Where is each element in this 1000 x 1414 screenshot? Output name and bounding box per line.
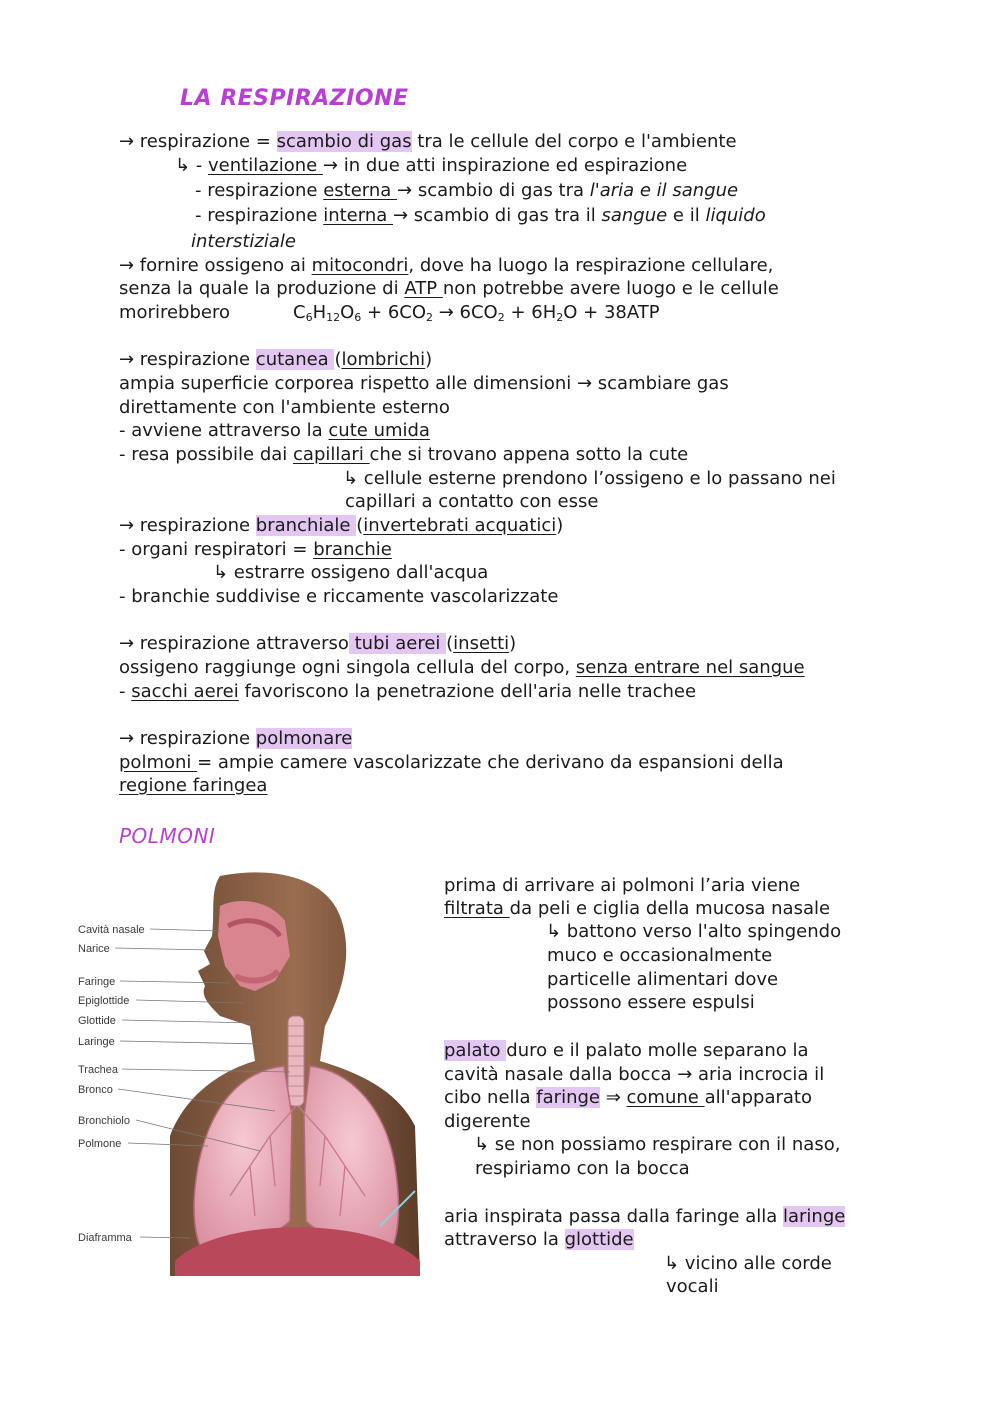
text-line: interstiziale bbox=[191, 231, 296, 252]
text-line: - sacchi aerei favoriscono la penetrazione dell'aria nelle trachee bbox=[119, 681, 697, 702]
highlight: faringe bbox=[536, 1087, 600, 1108]
label-bronco: Bronco bbox=[78, 1084, 113, 1096]
label-polmone: Polmone bbox=[78, 1138, 122, 1150]
label-diaframma: Diaframma bbox=[78, 1232, 132, 1244]
text-line: → respirazione branchiale (invertebrati acquatici) bbox=[119, 515, 564, 536]
page-title: LA RESPIRAZIONE bbox=[180, 86, 409, 111]
text-line: possono essere espulsi bbox=[547, 992, 755, 1013]
equation: $C_6H_{12}O_6 + 6CO_2 \to 6CO_2 + 6H_2O + 38ATP$ bbox=[293, 302, 660, 324]
text-line: → respirazione polmonare bbox=[119, 728, 353, 749]
highlight: polmonare bbox=[255, 728, 353, 749]
text-line: - respirazione interna → scambio di gas tra il sangue e il liquido bbox=[195, 205, 766, 226]
highlight: glottide bbox=[564, 1229, 634, 1250]
text-line: ampia superficie corporea rispetto alle dimensioni → scambiare gas bbox=[119, 373, 729, 394]
highlight: cutanea bbox=[255, 349, 335, 370]
highlight: scambio di gas bbox=[276, 131, 412, 152]
text-line: ↳ vicino alle corde bbox=[664, 1253, 832, 1274]
label-cavita-nasale: Cavità nasale bbox=[78, 924, 145, 936]
label-trachea: Trachea bbox=[78, 1064, 118, 1076]
text-line: → respirazione = scambio di gas tra le cellule del corpo e l'ambiente bbox=[119, 131, 737, 152]
label-narice: Narice bbox=[78, 943, 110, 955]
figure-labels bbox=[78, 924, 145, 1244]
highlight: tubi aerei bbox=[348, 633, 447, 654]
text-line: palato duro e il palato molle separano la bbox=[444, 1040, 809, 1061]
text-line: respiriamo con la bocca bbox=[475, 1158, 690, 1179]
text-line: - resa possibile dai capillari che si trovano appena sotto la cute bbox=[119, 444, 689, 465]
text-line: digerente bbox=[444, 1111, 531, 1132]
text-line: ossigeno raggiunge ogni singola cellula del corpo, senza entrare nel sangue bbox=[119, 657, 805, 678]
text-line: ↳ se non possiamo respirare con il naso, bbox=[474, 1134, 841, 1155]
highlight: branchiale bbox=[255, 515, 357, 536]
text-line: ↳ battono verso l'alto spingendo bbox=[546, 921, 842, 942]
text-line: morirebbero bbox=[119, 302, 230, 323]
text-line: - respirazione esterna → scambio di gas tra l'aria e il sangue bbox=[195, 180, 739, 201]
text-line: particelle alimentari dove bbox=[547, 969, 779, 990]
label-epiglottide: Epiglottide bbox=[78, 995, 130, 1007]
text-line: attraverso la glottide bbox=[444, 1229, 634, 1250]
label-laringe: Laringe bbox=[78, 1036, 115, 1048]
text-line: → respirazione attraverso tubi aerei (insetti) bbox=[119, 633, 517, 654]
text-line: aria inspirata passa dalla faringe alla laringe bbox=[444, 1206, 846, 1227]
text-line: - avviene attraverso la cute umida bbox=[119, 420, 430, 441]
text-line: filtrata da peli e ciglia della mucosa nasale bbox=[444, 898, 831, 919]
highlight: laringe bbox=[783, 1206, 846, 1227]
text-line: muco e occasionalmente bbox=[547, 945, 773, 966]
label-faringe: Faringe bbox=[78, 976, 116, 988]
text-line: cibo nella faringe ⇒ comune all'apparato bbox=[444, 1087, 812, 1108]
text-line: → respirazione cutanea (lombrichi) bbox=[119, 349, 433, 370]
text-line: → fornire ossigeno ai mitocondri, dove ha luogo la respirazione cellulare, bbox=[119, 255, 774, 276]
respiratory-system-illustration bbox=[70, 866, 430, 1286]
text-line: cavità nasale dalla bocca → aria incrocia il bbox=[444, 1064, 825, 1085]
text-line: vocali bbox=[666, 1276, 719, 1297]
text-line: senza la quale la produzione di ATP non potrebbe avere luogo e le cellule bbox=[119, 278, 779, 299]
text-line: ↳ estrarre ossigeno dall'acqua bbox=[213, 562, 489, 583]
text-line: - branchie suddivise e riccamente vascolarizzate bbox=[119, 586, 559, 607]
text-line: - organi respiratori = branchie bbox=[119, 539, 392, 560]
text-line: direttamente con l'ambiente esterno bbox=[119, 397, 450, 418]
label-bronchiolo: Bronchiolo bbox=[78, 1115, 130, 1127]
section-title: POLMONI bbox=[119, 824, 216, 848]
text-line: ↳ - ventilazione → in due atti inspirazione ed espirazione bbox=[175, 155, 688, 176]
text-line: regione faringea bbox=[119, 775, 268, 796]
text-line: capillari a contatto con esse bbox=[345, 491, 599, 512]
text-line: prima di arrivare ai polmoni l’aria viene bbox=[444, 875, 801, 896]
label-glottide: Glottide bbox=[78, 1015, 116, 1027]
text-line: polmoni = ampie camere vascolarizzate che derivano da espansioni della bbox=[119, 752, 784, 773]
text-line: ↳ cellule esterne prendono l’ossigeno e lo passano nei bbox=[343, 468, 836, 489]
highlight: palato bbox=[444, 1040, 507, 1061]
